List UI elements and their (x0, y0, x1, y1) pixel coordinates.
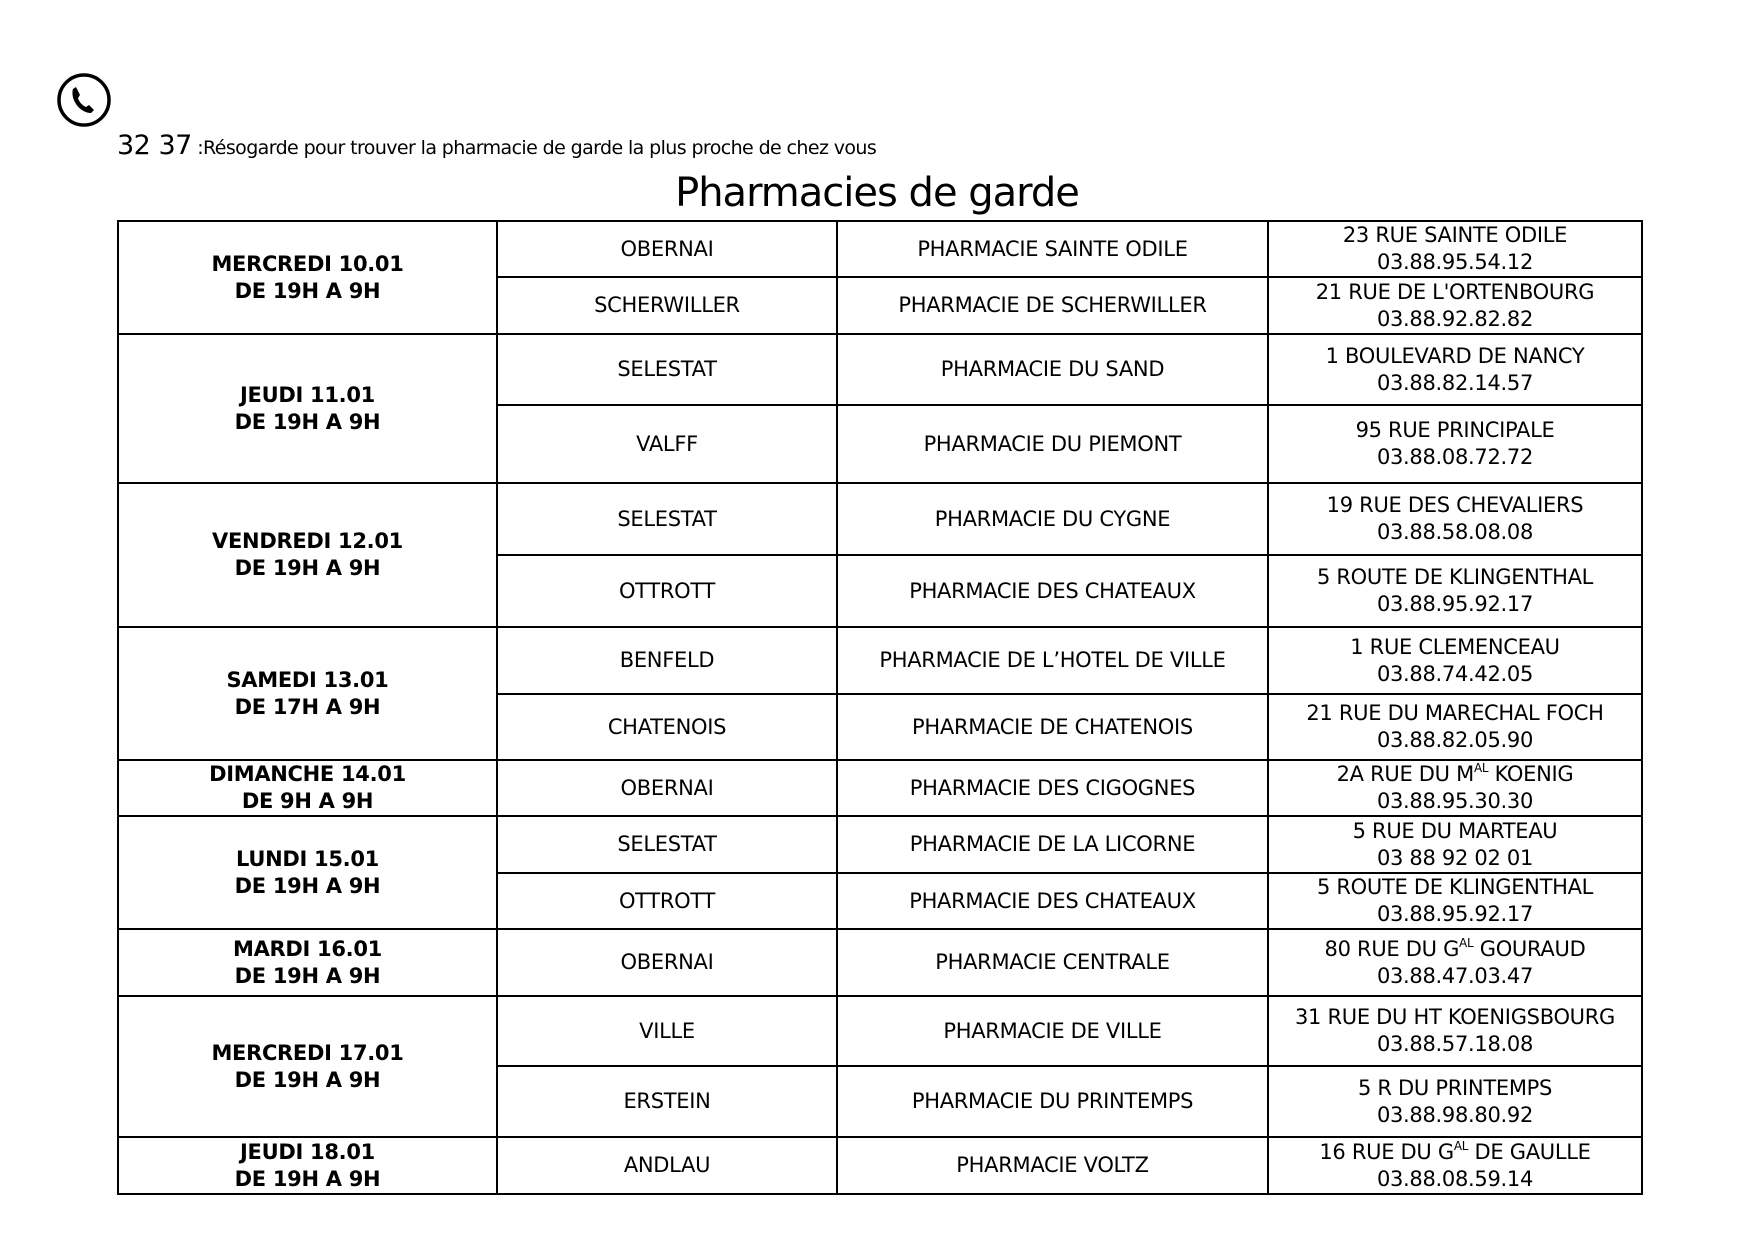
abbreviation-superscript: AL (1453, 1138, 1469, 1153)
address-cell (1268, 277, 1642, 334)
street-address: 1 RUE CLEMENCEAU (1350, 634, 1560, 659)
hours-label: DE 17H A 9H (234, 694, 381, 719)
day-label: SAMEDI 13.01 (226, 667, 389, 692)
pharmacy-name-cell: PHARMACIE DU PRINTEMPS (837, 1066, 1268, 1137)
day-cell (118, 334, 497, 483)
phone-number: 03.88.74.42.05 (1376, 661, 1534, 686)
abbreviation-superscript: AL (1473, 761, 1489, 775)
pharmacy-name-cell: PHARMACIE DES CIGOGNES (837, 760, 1268, 816)
address-cell (1268, 816, 1642, 873)
table-row (118, 929, 1642, 996)
town-cell: ANDLAU (497, 1137, 837, 1194)
street-address: 95 RUE PRINCIPALE (1355, 418, 1555, 442)
pharmacy-name-cell: PHARMACIE VOLTZ (837, 1137, 1268, 1194)
table-row (118, 996, 1642, 1066)
day-label: JEUDI 18.01 (240, 1139, 375, 1164)
day-cell (118, 221, 497, 334)
table-row (118, 483, 1642, 555)
phone-number: 03.88.58.08.08 (1376, 520, 1534, 544)
table-row (118, 816, 1642, 873)
town-cell: VILLE (497, 996, 837, 1066)
hotline-info (117, 130, 876, 161)
pharmacy-name-cell: PHARMACIE DU SAND (837, 334, 1268, 405)
hours-label: DE 19H A 9H (234, 409, 381, 434)
phone-number: 03.88.08.59.14 (1376, 1166, 1534, 1191)
phone-number: 03.88.95.30.30 (1376, 789, 1534, 813)
street-address-part: 80 RUE DU G (1324, 936, 1460, 961)
street-address: 5 ROUTE DE KLINGENTHAL (1316, 875, 1594, 899)
street-address: 5 RUE DU MARTEAU (1352, 818, 1558, 843)
abbreviation-superscript: AL (1459, 935, 1474, 950)
street-address-part: KOENIG (1488, 762, 1574, 786)
pharmacy-name-cell: PHARMACIE DE CHATENOIS (837, 694, 1268, 760)
town-cell: CHATENOIS (497, 694, 837, 760)
day-cell (118, 996, 497, 1137)
town-cell: OTTROTT (497, 555, 837, 627)
street-address: 31 RUE DU HT KOENIGSBOURG (1294, 1005, 1616, 1029)
hours-label: DE 19H A 9H (234, 1166, 381, 1191)
hours-label: DE 19H A 9H (234, 963, 381, 988)
town-cell: SELESTAT (497, 334, 837, 405)
hours-label: DE 19H A 9H (234, 278, 381, 303)
phone-number: 03.88.57.18.08 (1376, 1032, 1534, 1056)
street-address: 21 RUE DE L'ORTENBOURG (1315, 279, 1595, 304)
town-cell: SELESTAT (497, 816, 837, 873)
street-address (1269, 761, 1641, 788)
street-address (1269, 936, 1641, 963)
street-address: 21 RUE DU MARECHAL FOCH (1306, 701, 1604, 725)
town-cell: OBERNAI (497, 929, 837, 996)
hours-label: DE 19H A 9H (234, 556, 381, 580)
town-cell: BENFELD (497, 627, 837, 694)
hours-label: DE 9H A 9H (241, 789, 374, 813)
day-cell (118, 760, 497, 816)
pharmacy-name-cell: PHARMACIE SAINTE ODILE (837, 221, 1268, 277)
phone-number: 03.88.95.92.17 (1376, 592, 1534, 616)
address-cell (1268, 627, 1642, 694)
day-cell (118, 929, 497, 996)
table-row (118, 760, 1642, 816)
pharmacy-name-cell: PHARMACIE DE L’HOTEL DE VILLE (837, 627, 1268, 694)
hotline-description: :Résogarde pour trouver la pharmacie de garde la plus proche de chez vous (191, 137, 877, 159)
street-address: 19 RUE DES CHEVALIERS (1326, 493, 1584, 517)
town-cell: ERSTEIN (497, 1066, 837, 1137)
street-address (1269, 1139, 1641, 1166)
address-cell (1268, 694, 1642, 760)
address-cell (1268, 555, 1642, 627)
phone-number: 03.88.47.03.47 (1376, 963, 1534, 988)
pharmacy-name-cell: PHARMACIE DES CHATEAUX (837, 873, 1268, 929)
address-cell (1268, 405, 1642, 483)
on-call-pharmacy-table (117, 220, 1643, 1195)
pharmacy-name-cell: PHARMACIE DES CHATEAUX (837, 555, 1268, 627)
day-cell (118, 483, 497, 627)
address-cell (1268, 760, 1642, 816)
pharmacy-name-cell: PHARMACIE DE LA LICORNE (837, 816, 1268, 873)
day-label: VENDREDI 12.01 (212, 529, 403, 553)
phone-number: 03.88.82.05.90 (1376, 728, 1534, 752)
day-label: DIMANCHE 14.01 (209, 762, 406, 786)
table-row (118, 1137, 1642, 1194)
street-address-part: 16 RUE DU G (1319, 1139, 1454, 1164)
street-address-part: 2A RUE DU M (1336, 762, 1474, 786)
town-cell: OBERNAI (497, 221, 837, 277)
table-row (118, 627, 1642, 694)
hours-label: DE 19H A 9H (234, 873, 381, 898)
town-cell: VALFF (497, 405, 837, 483)
pharmacy-name-cell: PHARMACIE DE VILLE (837, 996, 1268, 1066)
day-label: MARDI 16.01 (232, 936, 382, 961)
address-cell (1268, 873, 1642, 929)
table-row (118, 221, 1642, 277)
address-cell (1268, 1066, 1642, 1137)
street-address: 1 BOULEVARD DE NANCY (1325, 343, 1585, 368)
day-cell (118, 816, 497, 929)
phone-number: 03 88 92 02 01 (1376, 845, 1534, 870)
phone-icon (56, 72, 112, 128)
hotline-number: 32 37 (117, 130, 192, 161)
day-cell (118, 1137, 497, 1194)
street-address-part: DE GAULLE (1468, 1139, 1591, 1164)
table-row (118, 334, 1642, 405)
day-label: MERCREDI 10.01 (211, 251, 404, 276)
street-address: 5 R DU PRINTEMPS (1357, 1075, 1553, 1100)
address-cell (1268, 221, 1642, 277)
pharmacy-name-cell: PHARMACIE CENTRALE (837, 929, 1268, 996)
phone-number: 03.88.98.80.92 (1376, 1102, 1534, 1127)
day-label: JEUDI 11.01 (240, 382, 375, 407)
phone-number: 03.88.08.72.72 (1376, 445, 1534, 469)
phone-number: 03.88.82.14.57 (1376, 370, 1534, 395)
street-address-part: GOURAUD (1473, 936, 1586, 961)
street-address: 23 RUE SAINTE ODILE (1342, 223, 1568, 247)
address-cell (1268, 483, 1642, 555)
pharmacy-name-cell: PHARMACIE DU CYGNE (837, 483, 1268, 555)
address-cell (1268, 929, 1642, 996)
day-label: LUNDI 15.01 (236, 846, 379, 871)
town-cell: SCHERWILLER (497, 277, 837, 334)
street-address: 5 ROUTE DE KLINGENTHAL (1316, 565, 1594, 589)
day-cell (118, 627, 497, 760)
pharmacy-name-cell: PHARMACIE DU PIEMONT (837, 405, 1268, 483)
town-cell: SELESTAT (497, 483, 837, 555)
day-label: MERCREDI 17.01 (211, 1040, 404, 1065)
hours-label: DE 19H A 9H (234, 1067, 381, 1092)
phone-number: 03.88.95.54.12 (1376, 250, 1534, 274)
address-cell (1268, 996, 1642, 1066)
address-cell (1268, 1137, 1642, 1194)
town-cell: OTTROTT (497, 873, 837, 929)
page-title: Pharmacies de garde (675, 170, 1079, 216)
address-cell (1268, 334, 1642, 405)
phone-number: 03.88.95.92.17 (1376, 902, 1534, 926)
town-cell: OBERNAI (497, 760, 837, 816)
pharmacy-name-cell: PHARMACIE DE SCHERWILLER (837, 277, 1268, 334)
phone-number: 03.88.92.82.82 (1376, 306, 1534, 331)
